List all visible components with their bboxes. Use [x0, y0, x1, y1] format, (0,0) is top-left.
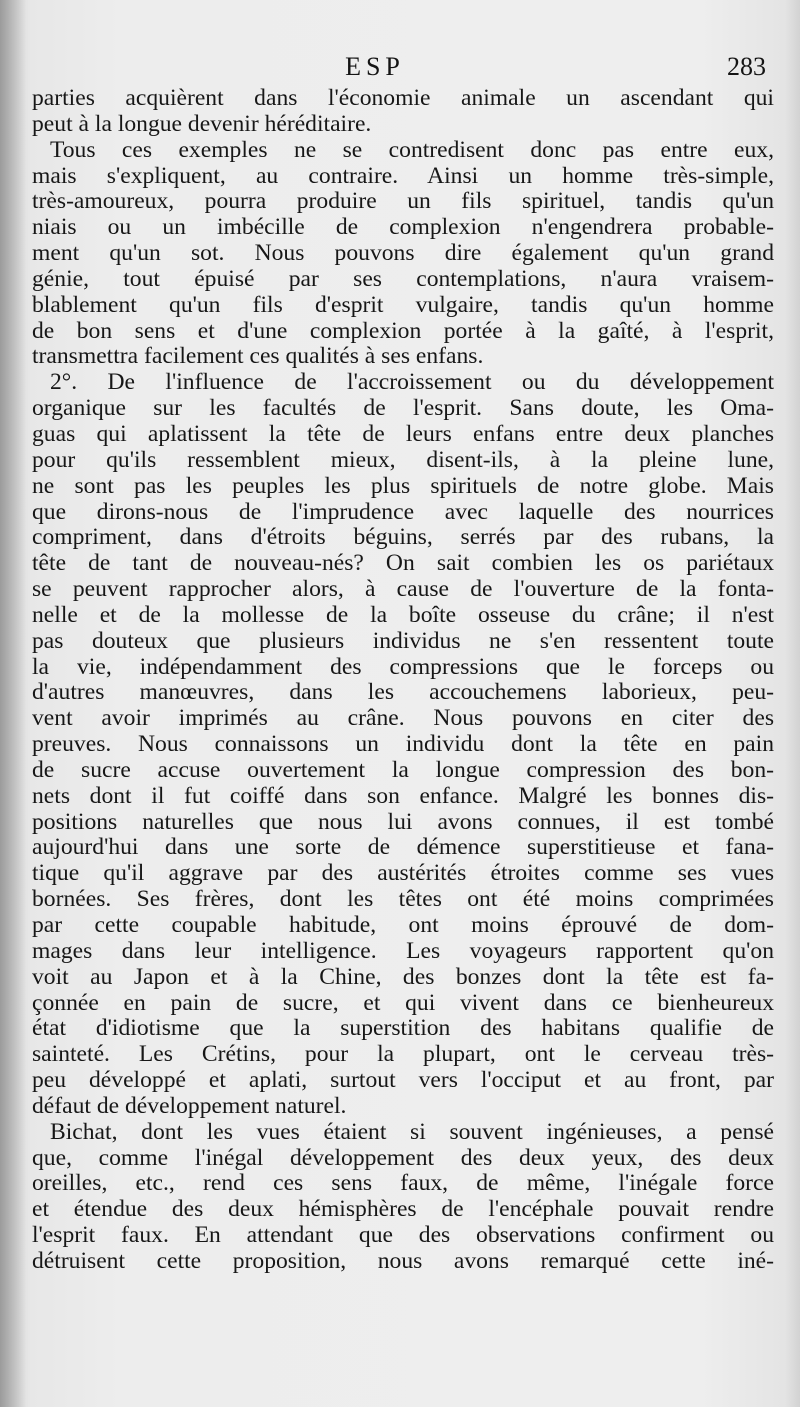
text-line: défaut de développement naturel.: [32, 1093, 347, 1119]
binding-gutter-shadow: [0, 0, 26, 1407]
text-line: organique sur les facultés de l'esprit. Sans doute, les Oma-: [32, 396, 774, 422]
text-line: ment qu'un sot. Nous pouvons dire également qu'un grand: [32, 241, 774, 267]
text-line: Tous ces exemples ne se contredisent donc pas entre eux,: [50, 137, 774, 163]
text-line: sainteté. Les Crétins, pour la plupart, ont le cerveau très-: [32, 1042, 774, 1068]
page-header: [0, 52, 800, 86]
text-line: d'autres manœuvres, dans les accouchemens laborieux, peu-: [32, 680, 774, 706]
text-line: pour qu'ils ressemblent mieux, disent-ils, à la pleine lune,: [32, 447, 774, 473]
text-line: que, comme l'inégal développement des deux yeux, des deux: [32, 1145, 774, 1171]
text-line: guas qui aplatissent la tête de leurs enfans entre deux planches: [32, 421, 774, 447]
body-text: [32, 86, 774, 1275]
text-line: bornées. Ses frères, dont les têtes ont été moins comprimées: [32, 887, 774, 913]
text-line: la vie, indépendamment des compressions que le forceps ou: [32, 654, 774, 680]
text-line: oreilles, etc., rend ces sens faux, de même, l'inégale force: [32, 1171, 774, 1197]
text-line: tête de tant de nouveau-nés? On sait combien les os pariétaux: [32, 551, 774, 577]
text-line: génie, tout épuisé par ses contemplations, n'aura vraisem-: [32, 266, 774, 292]
text-line: tique qu'il aggrave par des austérités étroites comme ses vues: [32, 861, 774, 887]
text-line: état d'idiotisme que la superstition des habitans qualifie de: [32, 1016, 774, 1042]
text-line: blablement qu'un fils d'esprit vulgaire, tandis qu'un homme: [32, 292, 774, 318]
text-line: l'esprit faux. En attendant que des observations confirment ou: [32, 1223, 774, 1249]
text-line: par cette coupable habitude, ont moins éprouvé de dom-: [32, 913, 774, 938]
text-line: de bon sens et d'une complexion portée à la gaîté, à l'esprit,: [32, 318, 774, 344]
text-line: très-amoureux, pourra produire un fils spirituel, tandis qu'un: [32, 189, 774, 215]
text-line: preuves. Nous connaissons un individu dont la tête en pain: [32, 732, 774, 758]
text-line: parties acquièrent dans l'économie animale un ascendant qui: [32, 86, 774, 111]
running-head: ESP: [345, 52, 405, 81]
text-line: nets dont il fut coiffé dans son enfance. Malgré les bonnes dis-: [32, 783, 774, 809]
text-line: aujourd'hui dans une sorte de démence superstitieuse et fana-: [32, 835, 774, 861]
text-line: ne sont pas les peuples les plus spirituels de notre globe. Mais: [32, 473, 774, 499]
text-line: positions naturelles que nous lui avons connues, il est tombé: [32, 809, 774, 835]
text-line: voit au Japon et à la Chine, des bonzes dont la tête est fa-: [32, 964, 774, 990]
text-line: se peuvent rapprocher alors, à cause de l'ouverture de la fonta-: [32, 577, 774, 603]
text-line: mages dans leur intelligence. Les voyageurs rapportent qu'on: [32, 938, 774, 964]
text-line: mais s'expliquent, au contraire. Ainsi un homme très-simple,: [32, 163, 774, 189]
text-line: de sucre accuse ouvertement la longue compression des bon-: [32, 757, 774, 783]
text-line: vent avoir imprimés au crâne. Nous pouvons en citer des: [32, 706, 774, 732]
text-line: peu développé et aplati, surtout vers l'occiput et au front, par: [32, 1068, 774, 1094]
text-line: niais ou un imbécille de complexion n'engendrera probable-: [32, 215, 774, 241]
text-line: pas douteux que plusieurs individus ne s'en ressentent toute: [32, 628, 774, 654]
text-line: peut à la longue devenir héréditaire.: [32, 111, 372, 137]
text-line: détruisent cette proposition, nous avons remarqué cette iné-: [32, 1248, 774, 1274]
text-line: transmettra facilement ces qualités à ses enfans.: [32, 344, 484, 370]
text-line: que dirons-nous de l'imprudence avec laquelle des nourrices: [32, 499, 774, 525]
text-line: et étendue des deux hémisphères de l'encéphale pouvait rendre: [32, 1197, 774, 1223]
page-number: 283: [727, 52, 766, 81]
section-heading-line: 2°. De l'influence de l'accroissement ou du développement: [50, 370, 774, 396]
text-line: çonnée en pain de sucre, et qui vivent dans ce bienheureux: [32, 990, 774, 1016]
text-line: Bichat, dont les vues étaient si souvent ingénieuses, a pensé: [50, 1119, 774, 1145]
text-line: compriment, dans d'étroits béguins, serrés par des rubans, la: [32, 525, 774, 551]
text-line: nelle et de la mollesse de la boîte osseuse du crâne; il n'est: [32, 602, 774, 628]
